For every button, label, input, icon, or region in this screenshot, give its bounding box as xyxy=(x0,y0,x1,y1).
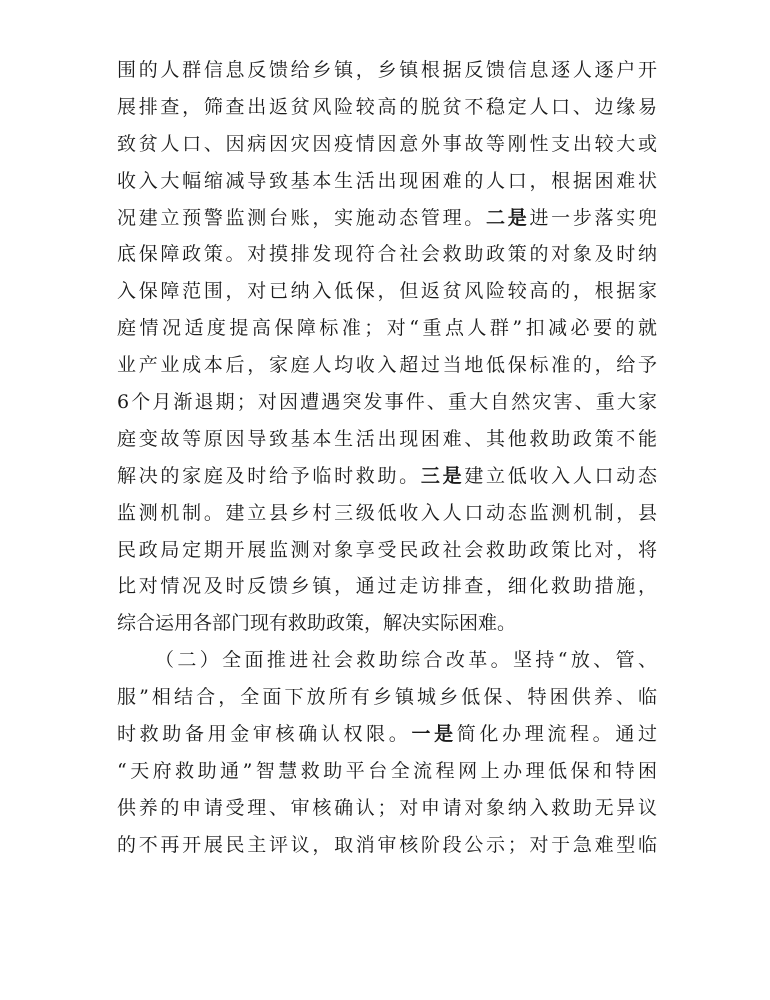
text-line xyxy=(117,89,657,126)
text-segment: 供养的申请受理、审核确认；对申请对象纳入救助无异议 xyxy=(117,796,657,819)
text-line xyxy=(117,163,657,200)
text-line xyxy=(117,236,657,273)
text-line xyxy=(117,716,657,753)
text-line xyxy=(117,605,657,642)
text-segment: 监测机制。建立县乡村三级低收入人口动态监测机制，县 xyxy=(117,501,657,524)
text-line xyxy=(117,52,657,89)
text-segment: 6个月渐退期；对因遭遇突发事件、重大自然灾害、重大家 xyxy=(117,391,657,414)
text-segment: 进一步落实兜 xyxy=(529,206,657,229)
text-segment: 比对情况及时反馈乡镇，通过走访排查，细化救助措施， xyxy=(117,575,657,598)
text-segment: 服”相结合，全面下放所有乡镇城乡低保、特困供养、临 xyxy=(117,686,657,709)
text-segment: 底保障政策。对摸排发现符合社会救助政策的对象及时纳 xyxy=(117,243,657,266)
text-line xyxy=(117,126,657,163)
text-line xyxy=(117,753,657,790)
text-segment: 时救助备用金审核确认权限。 xyxy=(117,723,412,746)
text-segment: 入保障范围，对已纳入低保，但返贫风险较高的，根据家 xyxy=(117,280,657,303)
text-line xyxy=(117,827,657,864)
text-line xyxy=(117,568,657,605)
text-line xyxy=(117,310,657,347)
text-segment: 简化办理流程。通过 xyxy=(456,723,657,746)
text-line xyxy=(117,347,657,384)
text-line xyxy=(117,532,657,569)
text-line xyxy=(117,421,657,458)
text-line xyxy=(117,200,657,237)
body-text xyxy=(117,52,657,864)
text-line xyxy=(117,790,657,827)
text-line xyxy=(117,384,657,421)
text-segment: 况建立预警监测台账，实施动态管理。 xyxy=(117,206,487,229)
text-segment: 的不再开展民主评议，取消审核阶段公示；对于急难型临 xyxy=(117,833,657,856)
text-line xyxy=(117,679,657,716)
bold-marker: 三是 xyxy=(420,464,465,487)
text-segment: 综合运用各部门现有救助政策，解决实际困难。 xyxy=(117,612,517,635)
text-segment: 致贫人口、因病因灾因疫情因意外事故等刚性支出较大或 xyxy=(117,132,657,155)
text-line xyxy=(117,495,657,532)
text-line xyxy=(117,273,657,310)
text-segment: 民政局定期开展监测对象享受民政社会救助政策比对，将 xyxy=(117,538,657,561)
text-segment: 庭变故等原因导致基本生活出现困难、其他救助政策不能 xyxy=(117,427,657,450)
text-line xyxy=(117,458,657,495)
text-segment: 庭情况适度提高保障标准；对“重点人群”扣减必要的就 xyxy=(117,317,657,340)
text-segment: （二）全面推进社会救助综合改革。坚持“放、管、 xyxy=(155,649,657,672)
text-segment: 解决的家庭及时给予临时救助。 xyxy=(117,464,421,487)
text-segment: “天府救助通”智慧救助平台全流程网上办理低保和特困 xyxy=(117,759,657,782)
text-segment: 围的人群信息反馈给乡镇，乡镇根据反馈信息逐人逐户开 xyxy=(117,59,657,81)
text-segment: 展排查，筛查出返贫风险较高的脱贫不稳定人口、边缘易 xyxy=(117,95,657,118)
bold-marker: 二是 xyxy=(486,206,530,229)
bold-marker: 一是 xyxy=(411,723,457,746)
text-segment: 收入大幅缩减导致基本生活出现困难的人口，根据困难状 xyxy=(117,169,657,192)
text-segment: 建立低收入人口动态 xyxy=(464,464,657,487)
text-segment: 业产业成本后，家庭人均收入超过当地低保标准的，给予 xyxy=(117,354,657,377)
text-line xyxy=(117,642,657,679)
